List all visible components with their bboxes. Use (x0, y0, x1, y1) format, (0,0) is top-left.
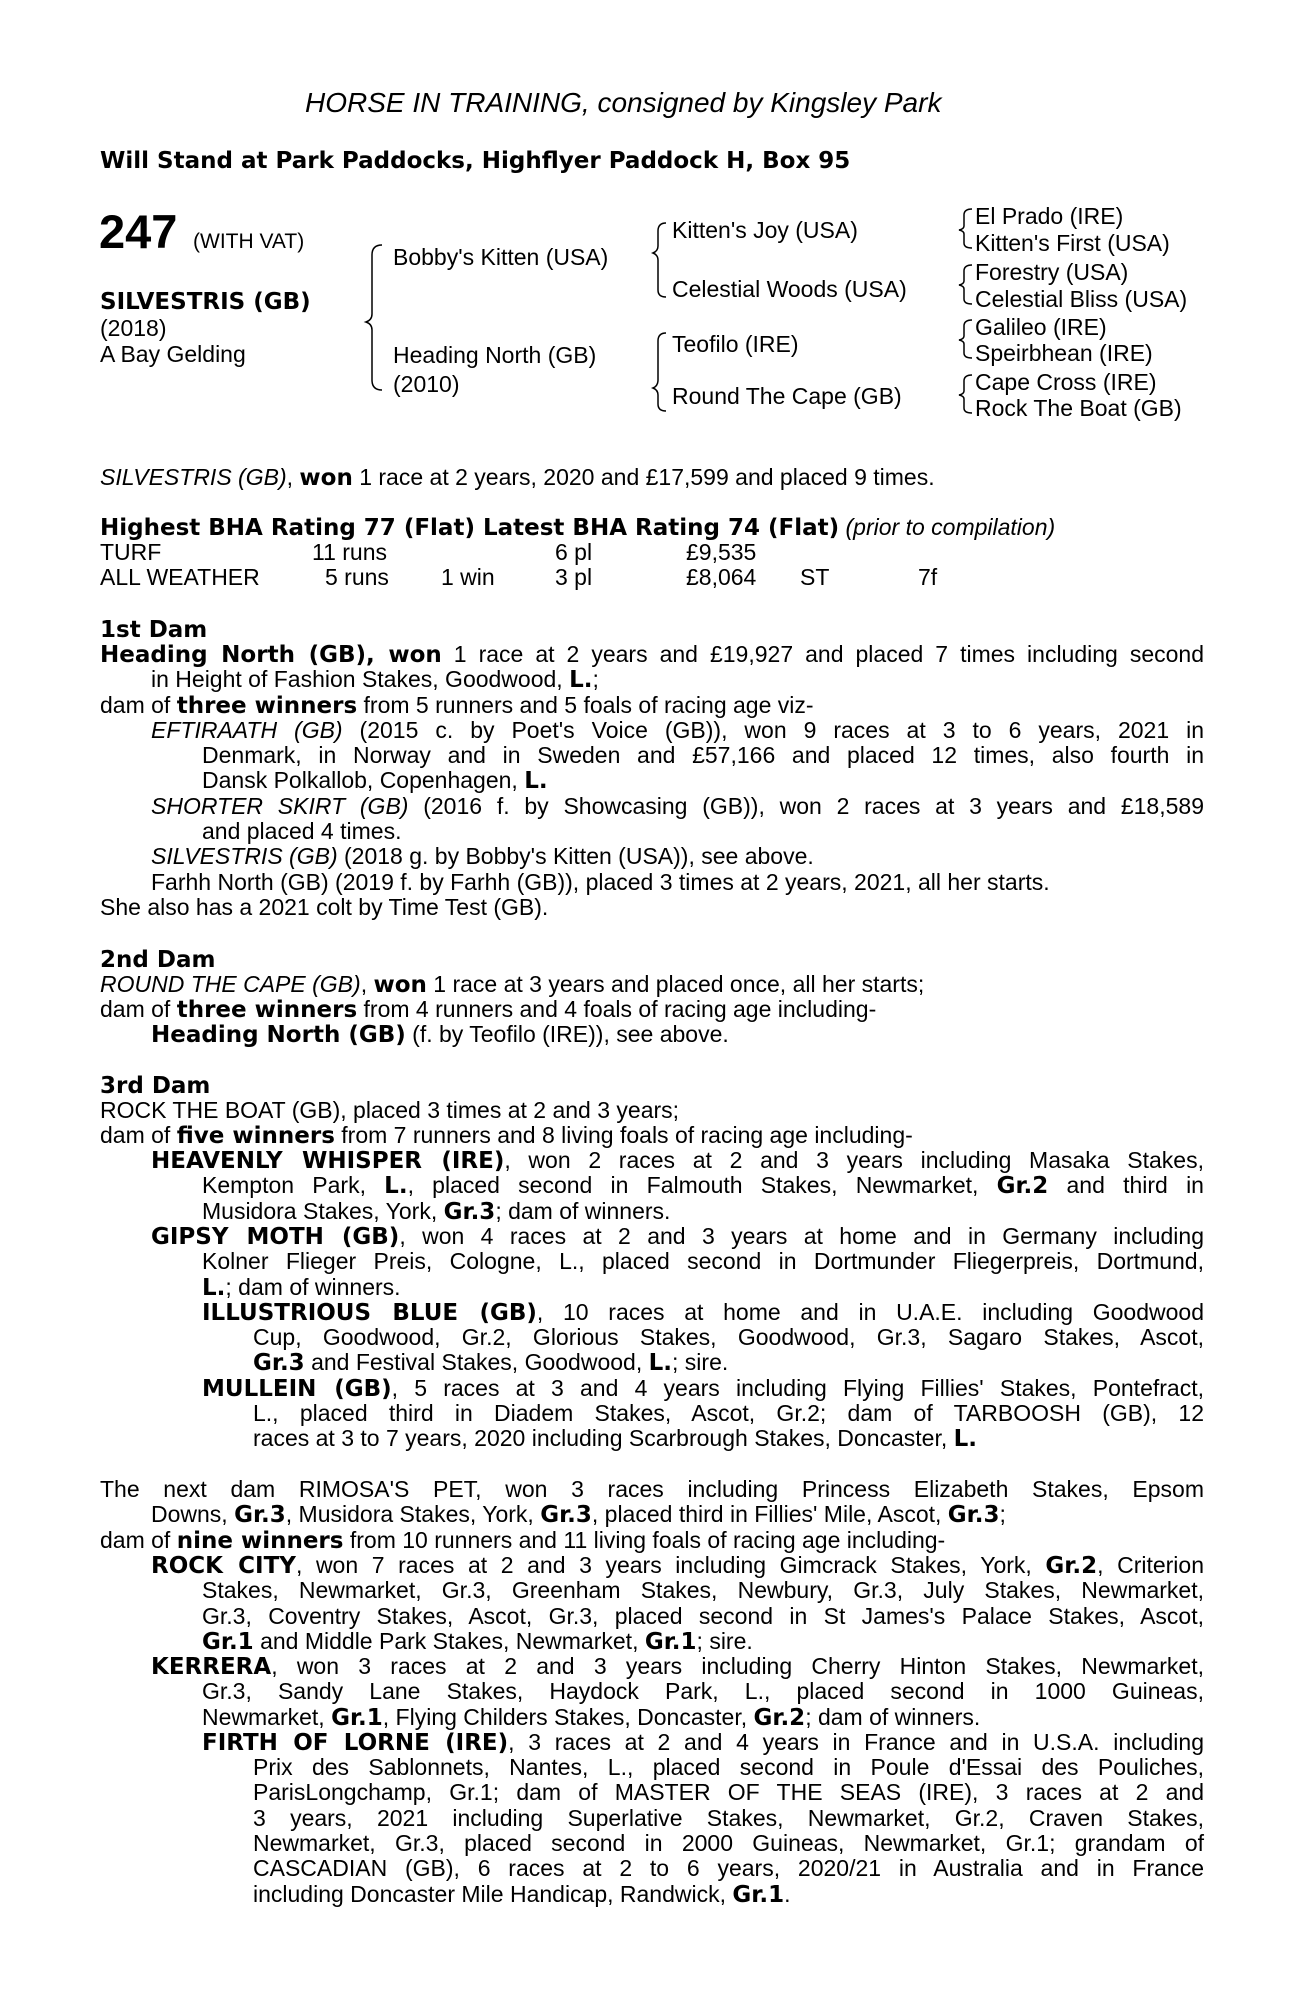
rating-note: (prior to compilation) (845, 514, 1056, 540)
dam1-para1 (100, 642, 1204, 669)
foaling-year: (2018) (100, 315, 167, 341)
dam-dam: Round The Cape (GB) (672, 383, 902, 409)
progeny-eftiraath: EFTIRAATH (GB) (2015 c. by Poet's Voice (GB)), won 9 races at 3 to 6 years, 2021 in (151, 717, 1204, 743)
vat-note: (WITH VAT) (193, 230, 305, 253)
progeny-heavenly-whisper-2: Kempton Park, L., placed second in Falmouth Stakes, Newmarket, Gr.2 and third in (202, 1172, 1204, 1199)
summary-rest: 1 race at 2 years, 2020 and £17,599 and placed 9 times. (352, 464, 935, 490)
progeny-illustrious-blue-3: Gr.3 and Festival Stakes, Goodwood, L.; sire. (253, 1349, 729, 1376)
page-title: HORSE IN TRAINING, consigned by Kingsley Park (305, 87, 942, 118)
bha-rating (100, 515, 1055, 542)
progeny-rock-city: ROCK CITY, won 7 races at 2 and 3 years including Gimcrack Stakes, York, Gr.2, Criterion (151, 1552, 1205, 1579)
progeny-gipsy-moth: GIPSY MOTH (GB), won 4 races at 2 and 3 years at home and in Germany including (151, 1223, 1204, 1250)
aw-earnings: £8,064 (686, 564, 757, 590)
lot-number: 247 (99, 205, 178, 258)
dam3-heading: 3rd Dam (100, 1073, 211, 1099)
progeny-rock-city-3: Gr.3, Coventry Stakes, Ascot, Gr.3, placed second in St James's Palace Stakes, Ascot, (202, 1603, 1204, 1629)
dam2-line3: Heading North (GB) (f. by Teofilo (IRE)), see above. (151, 1021, 729, 1048)
progeny-mullein-2: L., placed third in Diadem Stakes, Ascot, Gr.2; dam of TARBOOSH (GB), 12 (253, 1400, 1204, 1426)
progeny-gipsy-moth-2: Kolner Flieger Preis, Cologne, L., placed second in Dortmunder Fliegerpreis, Dortmund, (202, 1248, 1204, 1274)
gen3-5: Galileo (IRE) (975, 314, 1107, 340)
horse-name: SILVESTRIS (GB) (100, 289, 311, 315)
progeny-kerrera-3: Newmarket, Gr.1, Flying Childers Stakes, Doncaster, Gr.2; dam of winners. (202, 1704, 981, 1731)
progeny-firth-of-lorne: FIRTH OF LORNE (IRE), 3 races at 2 and 4 years in France and in U.S.A. including (202, 1729, 1205, 1756)
progeny-silvestris: SILVESTRIS (GB) (2018 g. by Bobby's Kitten (USA)), see above. (151, 843, 814, 869)
sire-sire: Kitten's Joy (USA) (672, 217, 858, 243)
gen3-8: Rock The Boat (GB) (975, 395, 1182, 421)
dam1-line3: dam of three winners from 5 runners and 5 foals of racing age viz- (100, 692, 814, 719)
turf-earnings: £9,535 (686, 539, 757, 565)
progeny-firth-of-lorne-2: Prix des Sablonnets, Nantes, L., placed second in Poule d'Essai des Pouliches, (253, 1754, 1204, 1780)
aw-surface: ST (800, 564, 830, 590)
sire-dam: Celestial Woods (USA) (672, 276, 907, 302)
turf-placed: 6 pl (555, 539, 593, 565)
progeny-kerrera: KERRERA, won 3 races at 2 and 3 years including Cherry Hinton Stakes, Newmarket, (151, 1653, 1204, 1680)
dam2-heading: 2nd Dam (100, 947, 216, 973)
progeny-heavenly-whisper-3: Musidora Stakes, York, Gr.3; dam of winners. (202, 1198, 671, 1225)
stand-info: Will Stand at Park Paddocks, Highflyer Paddock H, Box 95 (100, 148, 851, 174)
progeny-farhh-north: Farhh North (GB) (2019 f. by Farhh (GB)), placed 3 times at 2 years, 2021, all her starts. (151, 869, 1050, 895)
progeny-rock-city-2: Stakes, Newmarket, Gr.3, Greenham Stakes, Newbury, Gr.3, July Stakes, Newmarket, (202, 1577, 1204, 1603)
dam1-text1: 1 race at 2 years and £19,927 and placed 7 times including second (441, 641, 1205, 667)
summary-name: SILVESTRIS (GB) (100, 464, 287, 490)
sire: Bobby's Kitten (USA) (393, 244, 609, 270)
dam3-line1: ROCK THE BOAT (GB), placed 3 times at 2 and 3 years; (100, 1097, 680, 1123)
gen3-4: Celestial Bliss (USA) (975, 286, 1188, 312)
progeny-firth-of-lorne-4: 3 years, 2021 including Superlative Stakes, Newmarket, Gr.2, Craven Stakes, (253, 1805, 1204, 1831)
dam-year: (2010) (393, 371, 460, 397)
dam1-colt-note: She also has a 2021 colt by Time Test (GB). (100, 894, 549, 920)
dam1-heading: 1st Dam (100, 617, 208, 643)
race-summary: SILVESTRIS (GB), won 1 race at 2 years, 2020 and £17,599 and placed 9 times. (100, 464, 935, 491)
progeny-kerrera-2: Gr.3, Sandy Lane Stakes, Haydock Park, L., placed second in 1000 Guineas, (202, 1678, 1204, 1704)
progeny-firth-of-lorne-7: including Doncaster Mile Handicap, Randwick, Gr.1. (253, 1881, 791, 1908)
dam2-line2: dam of three winners from 4 runners and 4 foals of racing age including- (100, 996, 877, 1023)
dam1-line2: in Height of Fashion Stakes, Goodwood, L.; (151, 666, 599, 693)
dam2-line1: ROUND THE CAPE (GB), won 1 race at 3 years and placed once, all her starts; (100, 971, 925, 998)
progeny-firth-of-lorne-5: Newmarket, Gr.3, placed second in 2000 Guineas, Newmarket, Gr.1; grandam of (253, 1830, 1204, 1856)
gen3-7: Cape Cross (IRE) (975, 369, 1157, 395)
aw-label: ALL WEATHER (100, 564, 260, 590)
progeny-illustrious-blue-2: Cup, Goodwood, Gr.2, Glorious Stakes, Goodwood, Gr.3, Sagaro Stakes, Ascot, (253, 1324, 1204, 1350)
dam: Heading North (GB) (393, 342, 597, 368)
aw-wins: 1 win (441, 564, 495, 590)
progeny-gipsy-moth-3: L.; dam of winners. (202, 1274, 401, 1301)
turf-label: TURF (100, 539, 162, 565)
progeny-mullein-3: races at 3 to 7 years, 2020 including Scarbrough Stakes, Doncaster, L. (253, 1425, 978, 1452)
progeny-firth-of-lorne-6: CASCADIAN (GB), 6 races at 2 to 6 years, 2020/21 in Australia and in France (253, 1855, 1204, 1881)
progeny-eftiraath-3: Dansk Polkallob, Copenhagen, L. (202, 767, 548, 794)
progeny-illustrious-blue: ILLUSTRIOUS BLUE (GB), 10 races at home and in U.A.E. including Goodwood (202, 1299, 1204, 1326)
aw-distance: 7f (918, 564, 938, 590)
dam1-name: Heading North (GB), won (100, 642, 442, 668)
next-dam-line1: The next dam RIMOSA'S PET, won 3 races including Princess Elizabeth Stakes, Epsom (100, 1476, 1204, 1502)
gen3-2: Kitten's First (USA) (975, 230, 1170, 256)
aw-placed: 3 pl (555, 564, 593, 590)
aw-runs: 5 runs (325, 564, 389, 590)
rating-text: Highest BHA Rating 77 (Flat) Latest BHA Rating 74 (Flat) (100, 515, 840, 541)
dam3-line2: dam of five winners from 7 runners and 8 living foals of racing age including- (100, 1122, 913, 1149)
progeny-heavenly-whisper: HEAVENLY WHISPER (IRE), won 2 races at 2 and 3 years including Masaka Stakes, (151, 1147, 1204, 1174)
next-dam-line2: Downs, Gr.3, Musidora Stakes, York, Gr.3, placed third in Fillies' Mile, Ascot, Gr.3; (151, 1501, 1006, 1528)
progeny-rock-city-4: Gr.1 and Middle Park Stakes, Newmarket, Gr.1; sire. (202, 1628, 753, 1655)
dam-sire: Teofilo (IRE) (672, 331, 799, 357)
gen3-1: El Prado (IRE) (975, 203, 1124, 229)
progeny-firth-of-lorne-3: ParisLongchamp, Gr.1; dam of MASTER OF THE SEAS (IRE), 3 races at 2 and (253, 1779, 1204, 1805)
progeny-shorter-skirt: SHORTER SKIRT (GB) (2016 f. by Showcasing (GB)), won 2 races at 3 years and £18,589 (151, 793, 1204, 819)
gen3-6: Speirbhean (IRE) (975, 340, 1153, 366)
horse-description: A Bay Gelding (100, 341, 246, 367)
progeny-shorter-skirt-2: and placed 4 times. (202, 818, 402, 844)
turf-runs: 11 runs (312, 539, 388, 565)
progeny-mullein: MULLEIN (GB), 5 races at 3 and 4 years including Flying Fillies' Stakes, Pontefract, (202, 1375, 1204, 1402)
next-dam-line3: dam of nine winners from 10 runners and 11 living foals of racing age including- (100, 1527, 946, 1554)
progeny-eftiraath-2: Denmark, in Norway and in Sweden and £57,166 and placed 12 times, also fourth in (202, 742, 1204, 768)
summary-won: won (299, 465, 353, 491)
gen3-3: Forestry (USA) (975, 259, 1129, 285)
